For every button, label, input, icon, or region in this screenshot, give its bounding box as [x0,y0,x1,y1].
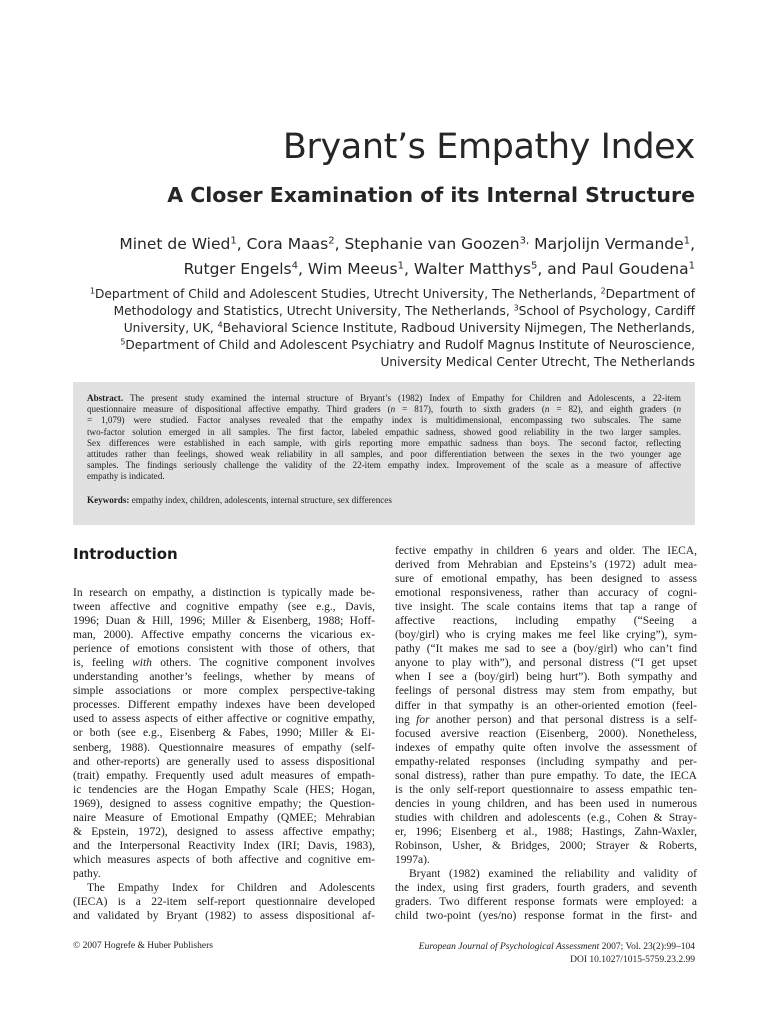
right-column [395,544,697,923]
author-line-1 [55,232,695,257]
abstract-label: Abstract. [87,393,124,403]
affiliation-marker: 2 [328,235,335,247]
text-line: dencies in young children, and has been used in numerous [395,797,697,810]
text-line: 1969), designed to assess cognitive empathy; the Question- [73,797,375,810]
affiliation-line [55,337,695,354]
text-line: ic tendencies are the Hogan Empathy Scale (HES; Hogan, [73,783,375,796]
text-line: graders. Two different response formats were employed: a [395,896,697,909]
right-column-body [395,544,697,923]
affiliation-text: University Medical Center Utrecht, The Netherlands [380,355,695,369]
left-column-body [73,586,375,923]
affiliation-marker: 1 [688,260,695,272]
text-line: is, feeling with others. The cognitive component involves [73,657,375,670]
separator: , and [537,260,582,278]
abstract-line: Sex differences were established in each sample, with girls reporting more empathic sadness than boys. The second factor, reflecting [87,437,681,448]
text-line: feelings of personal distress may stem from empathy, but [395,685,697,698]
affiliation-marker: 1 [683,235,691,247]
text-line: the index, using first graders, fourth graders, and seventh [395,882,697,895]
text-line: empathy-related responses (including sympathy and per- [395,755,697,768]
abstract-line: questionnaire measure of dispositional affective empathy. Third graders (n = 817), fourth to sixth graders (n = 82), and eighth graders (n [87,404,681,415]
affiliation-line [55,303,695,320]
affiliation-line [55,354,695,371]
text-line: (boy/girl) who is crying makes me feel like crying”), sym- [395,629,697,642]
text-line: and validated by Bryant (1982) to assess dispositional af- [73,910,375,923]
text-line: derived from Mehrabian and Epsteins’s (1972) adult mea- [395,559,697,572]
keywords-label: Keywords: [87,494,130,505]
text-line: naire Measure of Emotional Empathy (QMEE; Mehrabian [73,811,375,824]
affiliation-text: Methodology and Statistics, Utrecht University, The Netherlands, [113,304,514,318]
text-line: man, 2000). Affective empathy concerns the vicarious ex- [73,629,375,642]
text-line: perience of emotions consistent with those of others, that [73,643,375,656]
text-line: pathy. [73,867,101,880]
text-line: (IECA) is a 22-item self-report questionnaire developed [73,896,375,909]
text-line: senberg, 1988). Questionnaire measures of empathy (self- [73,741,375,754]
journal-citation [419,941,695,967]
text-line: & Epstein, 1972), designed to assess affective empathy; [73,825,375,838]
affiliation-line [55,320,695,337]
author: Marjolijn Vermande [534,235,684,253]
text-line: processes. Different empathy indexes have been developed [73,699,375,712]
section-heading: Introduction [73,545,178,563]
author: Paul Goudena [581,260,689,278]
text-line: Bryant (1982) examined the reliability and validity of [409,868,697,881]
text-line: affective reactions, including empathy (“Seeing a [395,615,697,628]
text-line: 1996; Duan & Hill, 1996; Miller & Eisenberg, 1988; Hoff- [73,615,375,628]
abstract-line: samples. The findings seriously challenge the validity of the 22-item empathy index. Improvement of the scale as a measure of affective [87,460,681,471]
text-line: (trait) empathy. Frequently used adult measures of empath- [73,769,375,782]
text-line: tween affective and cognitive empathy (see e.g., Davis, [73,601,375,614]
text-line: er, 1996; Eisenberg et al., 1988; Hastings, Zahn-Waxler, [395,825,697,838]
text-line: is the only self-report questionnaire to assess empathic ten- [395,783,697,796]
left-column [73,544,375,923]
affiliation-line [55,286,695,303]
affiliation-text: Department of Child and Adolescent Studies, Utrecht University, The Netherlands, [95,287,601,301]
affiliation-marker: 1 [89,286,95,296]
affiliation-text: School of Psychology, Cardiff [518,304,695,318]
author: Walter Matthys [413,260,531,278]
abstract-line [87,393,681,404]
text-line: Robinson, Usher, & Bridges, 2000; Strayer & Roberts, [395,839,697,852]
doi: DOI 10.1027/1015-5759.23.2.99 [570,955,695,965]
abstract-text: The present study examined the internal structure of Bryant’s (1982) Index of Empathy for Children and Adolescents, a 22-item [123,393,681,403]
text-line: differ in that sympathy is an other-oriented emotion (feel- [395,699,697,712]
text-line: and the Interpersonal Reactivity Index (IRI; Davis, 1983), [73,839,375,852]
affiliation-marker: 2 [600,286,606,296]
text-line: ing for another person) and that personal distress is a self- [395,713,697,726]
separator: , [298,260,308,278]
affiliation-text: University, UK, [123,321,218,335]
copyright-notice: © 2007 Hogrefe & Huber Publishers [73,941,213,951]
text-line: In research on empathy, a distinction is typically made be- [73,587,375,599]
text-line: fective empathy in children 6 years and older. The IECA, [395,545,697,557]
author: Rutger Engels [183,260,292,278]
text-line: indexes of empathy quite often involve the assessment of [395,741,697,754]
text-line: or both (see e.g., Eisenberg & Fabes, 1990; Miller & Ei- [73,727,375,740]
text-line: The Empathy Index for Children and Adolescents [87,881,375,894]
text-line: child two-point (yes/no) response format in the first- and [395,910,697,923]
affiliation-list [55,286,695,371]
author: Stephanie van Goozen [344,235,520,253]
author-line-2 [55,257,695,282]
keywords [87,495,681,506]
abstract-line: attitudes rather than feelings, showed weak reliability in all samples, and poor differentiation between the sexes in the two younger age [87,449,681,460]
author: Wim Meeus [307,260,398,278]
author: Minet de Wied [119,235,231,253]
volume-pages: 2007; Vol. 23(2):99–104 [599,942,695,952]
separator: , [334,235,345,253]
text-line: anyone to play with”), and personal distress (“I get upset [395,657,697,670]
text-line: studies with children and adolescents (e.g., Cohen & Stray- [395,811,697,824]
text-line: and other-reports) are generally used to assess dispositional [73,755,375,768]
separator: , [690,235,695,253]
text-line: emotional responsiveness, rather than accuracy of cogni- [395,587,697,600]
affiliation-marker: 4 [291,260,299,272]
affiliation-marker: 3 [513,303,519,313]
abstract-line: = 1,079) were studied. Factor analyses revealed that the empathy index is multidimensional, encompassing two subscales. The same [87,415,681,426]
abstract-line: empathy is indicated. [87,471,165,482]
text-line: sonal distress), rather than pure empathy. To date, the IECA [395,769,697,782]
journal-name: European Journal of Psychological Assessment [418,942,600,952]
separator: , [236,235,247,253]
text-line: focused aversive reaction (Eisenberg, 2000). Nonetheless, [395,727,697,740]
text-line: which measures aspects of both affective and cognitive em- [73,853,375,866]
article-title: Bryant’s Empathy Index [282,127,695,167]
abstract-box [73,382,695,525]
article-subtitle: A Closer Examination of its Internal Structure [167,183,695,207]
text-line: pathy (“It makes me sad to see a (boy/girl) who can’t find [395,643,697,656]
affiliation-marker: 3, [519,235,530,247]
affiliation-marker: 1 [397,260,404,272]
text-line: tive insight. The scale contains items that tap a range of [395,601,697,614]
abstract-line: two-factor solution emerged in all samples. The first factor, labeled empathic sadness, showed good reliability in the two larger samples. [87,426,681,437]
affiliation-text: Department of Child and Adolescent Psychiatry and Rudolf Magnus Institute of Neuroscience, [125,338,695,352]
affiliation-marker: 5 [531,260,538,272]
text-line: simple associations or more complex perspective-taking [73,685,375,698]
author-list [55,232,695,282]
text-line: 1997a). [395,854,430,867]
text-line: when I see a (boy/girl) being hurt”). Both sympathy and [395,671,697,684]
text-line: sure of emotional empathy, has been designed to assess [395,573,697,586]
keywords-text: empathy index, children, adolescents, internal structure, sex differences [129,494,392,505]
affiliation-marker: 5 [120,337,126,347]
author: Cora Maas [246,235,329,253]
citation-line [419,941,695,954]
text-line: used to assess aspects of either affective or cognitive empathy, [73,713,375,726]
separator: , [403,260,414,278]
affiliation-text: Department of [605,287,695,301]
affiliation-text: Behavioral Science Institute, Radboud University Nijmegen, The Netherlands, [222,321,695,335]
affiliation-marker: 1 [230,235,237,247]
affiliation-marker: 4 [217,320,223,330]
text-line: understanding another’s feelings, whether by means of [73,671,375,684]
